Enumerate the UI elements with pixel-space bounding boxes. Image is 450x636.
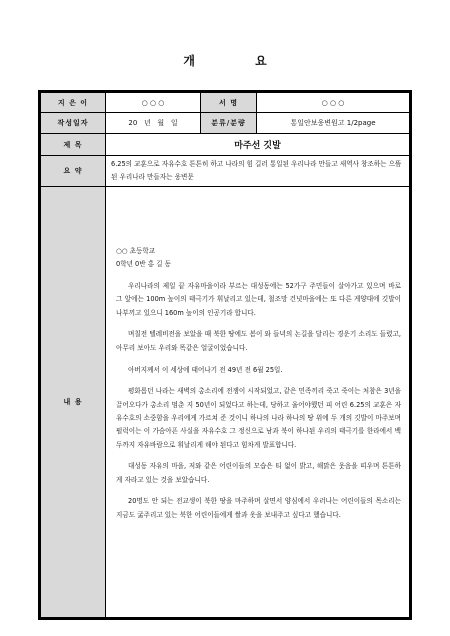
content-body [106,187,410,618]
date-label: 작성일자 [41,113,106,134]
subject-value: 마주선 깃발 [106,134,410,156]
outline-form [38,90,412,620]
summary-label: 요 약 [41,156,106,187]
subject-row [41,134,410,156]
signature-value: ○ ○ ○ [257,93,410,113]
author-label: 지 은 이 [41,93,106,113]
summary-row [41,156,410,187]
content-paragraph: 대성동 자유의 마을, 저와 같은 어린이들의 모습은 티 없이 밝고, 해맑은 웃음을 띠우며 튼튼하게 자라고 있는 것을 보았습니다. [116,462,401,484]
content-paragraph: 평화롭던 나라는 새벽의 총소리에 전쟁이 시작되었고, 같은 민족끼리 죽고 죽이는 처참은 3년을 끌어오다가 총소리 멈춘 지 50년이 되었다고 하는데, 당하고 울어야했던 피 어린 6.25의 교훈은 자유수호의 소중함을 우리에게 가르쳐 준 것이니 하나의 나라 하나의 땅 위에 두 개의 깃발이 마주보며 펄럭이는 이 가슴아픈 사실을 자유수호 그 정신으로 남과 북이 하나된 우리의 태극기를 한라에서 백두까지 자유바람으로 휘날리게 해야 된다고 힘차게 발표합니다. [116,387,401,449]
signature-label: 서 명 [201,93,257,113]
content-paragraph: 우리나라의 제일 끝 자유마을이라 부르는 대성동에는 52가구 주민들이 살아가고 있으며 바로 그 앞에는 100m 높이의 태극기가 휘날리고 있는데, 철조망 건넛마을에는 또 다른 게양대에 깃발이 나부끼고 있으니 160m 높이의 인공기라 합니다. [116,282,401,317]
author-row [41,93,410,113]
summary-value: 6.25의 교훈으로 자유수호 튼튼히 하고 나라의 힘 길러 통일된 우리나라 만들고 새역사 창조하는 으뜸된 우리나라 만들자는 웅변문 [106,156,410,187]
document-title: 개 요 [183,54,295,68]
category-value: 통일안보웅변원고 1/2page [257,113,410,134]
date-row [41,113,410,134]
subject-label: 제 목 [41,134,106,156]
category-label: 분류/분량 [201,113,257,134]
content-label: 내 용 [41,187,106,618]
content-paragraph: 며칠전 텔레비전을 보았을 때 북한 땅에도 봄이 와 들녁의 논길을 달리는 경운기 소리도 들렸고, 아무리 보아도 우리와 똑같은 얼굴이었습니다. [116,330,401,352]
content-row [41,187,410,618]
author-value: ○ ○ ○ [106,93,201,113]
content-paragraph: 20명도 안 되는 전교생이 북한 땅을 마주하며 살면서 양심에서 우러나는 어린이들의 목소리는 지금도 굶주리고 있는 북한 어린이들에게 쌀과 옷을 보내주고 싶다고 했습니다. [116,497,401,519]
date-value: 20 년 월 일 [106,113,201,134]
content-paragraph: 아버지께서 이 세상에 태어나기 전 49년 전 6월 25일. [128,365,283,374]
school-line: ○○ 초등학교 [116,247,156,255]
outline-table [40,92,410,618]
student-line: 0학년 0반 홍 길 동 [116,260,171,269]
